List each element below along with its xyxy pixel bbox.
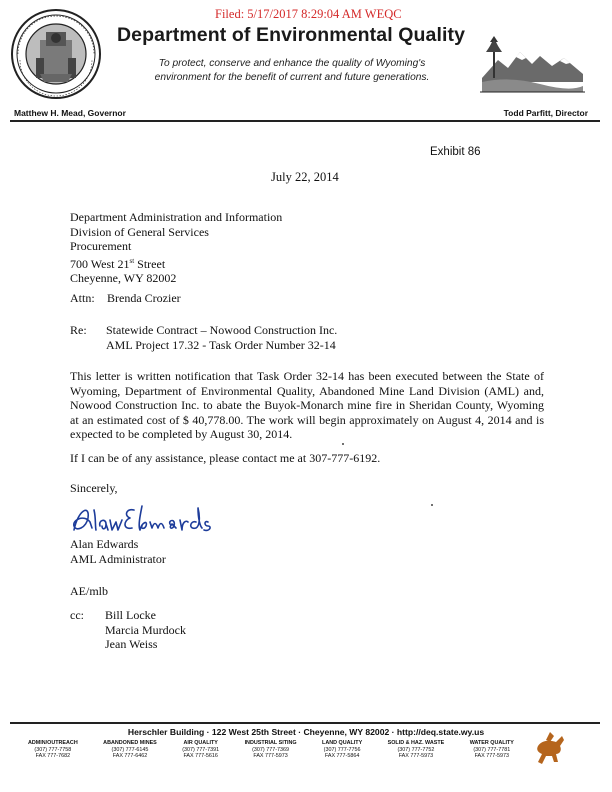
cc-label: cc:: [70, 608, 84, 622]
division-fax: FAX 777-5973: [474, 753, 510, 760]
subject-lines: [106, 323, 337, 352]
signer-name: Alan Edwards: [70, 537, 139, 551]
state-seal: [10, 8, 102, 100]
attn-label: Attn:: [70, 291, 95, 305]
filing-stamp: Filed: 5/17/2017 8:29:04 AM WEQC: [215, 7, 402, 21]
address-city: Cheyenne, WY 82002: [70, 271, 177, 286]
mission-line-1: To protect, conserve and enhance the quality of Wyoming's: [158, 58, 426, 69]
division-contact: [182, 740, 219, 760]
division-name: ABANDONED MINES: [103, 740, 157, 746]
footer-divider: [10, 722, 600, 724]
attn-name: Brenda Crozier: [107, 291, 181, 305]
division-phone: (307) 777-7752: [397, 746, 435, 753]
street-number: 700 West 21: [70, 256, 130, 271]
division-fax: FAX 777-5616: [183, 753, 218, 760]
street-suffix: st: [129, 256, 135, 265]
division-contact: [388, 740, 445, 760]
division-name: SOLID & HAZ. WASTE: [387, 740, 445, 746]
director-name: Todd Parfitt, Director: [503, 108, 588, 118]
signer-block: [70, 537, 166, 566]
body-paragraph-1: This letter is written notification that Task Order 32-14 has been executed between the State of Wyoming, Department of Environmental Quality, Abandoned Mine Land Division (AML) and, Nowood Construction Inc. to abate the Buyok-Monarch mine fire in Sheridan County, Wyoming at an estimated cost of $ 40,778.00. The work will begin approximately on August 4, 2014 and is expected to be completed by August 30, 2014.: [70, 369, 544, 442]
department-title: Department of Environmental Quality: [117, 24, 466, 46]
street-name: Street: [134, 256, 166, 271]
governor-name: Matthew H. Mead, Governor: [14, 108, 126, 118]
division-fax: FAX 777-6462: [112, 753, 148, 760]
division-contact: [322, 740, 362, 760]
division-name: AIR QUALITY: [183, 740, 218, 746]
division-phone: (307) 777-7758: [34, 746, 72, 753]
address-line-2: Division of General Services: [70, 224, 209, 239]
division-fax: FAX 777-7682: [35, 753, 71, 760]
body-paragraph-2: If I can be of any assistance, please contact me at 307-777-6192.: [70, 451, 381, 465]
letter-date: July 22, 2014: [271, 170, 339, 184]
header-divider: [10, 120, 600, 122]
address-line-3: Procurement: [70, 239, 132, 254]
recipient-address: [70, 210, 282, 286]
division-phone: (307) 777-6145: [111, 746, 149, 753]
subject-line-1: Statewide Contract – Nowood Construction Inc.: [106, 323, 338, 337]
cc-list: [105, 608, 186, 652]
subject-line-2: AML Project 17.32 - Task Order Number 32-14: [106, 337, 336, 352]
division-name: WATER QUALITY: [469, 740, 514, 746]
division-contact: [470, 740, 514, 760]
mission-statement: [117, 57, 467, 85]
cc-name: Marcia Murdock: [105, 622, 186, 637]
cc-name: Jean Weiss: [105, 637, 158, 652]
footer-divisions: [28, 740, 514, 760]
division-name: LAND QUALITY: [322, 740, 363, 746]
closing: Sincerely,: [70, 481, 118, 495]
division-fax: FAX 777-5973: [398, 753, 434, 760]
re-label: Re:: [70, 323, 87, 337]
typist-initials: AE/mlb: [70, 584, 108, 598]
division-contact: [28, 740, 78, 760]
division-phone: (307) 777-7369: [252, 746, 289, 753]
exhibit-label: Exhibit 86: [430, 146, 481, 158]
scan-speck: [342, 443, 344, 445]
division-name: ADMIN/OUTREACH: [28, 740, 78, 746]
scan-speck: [431, 504, 433, 506]
division-fax: FAX 777-5864: [324, 753, 360, 760]
division-name: INDUSTRIAL SITING: [244, 740, 297, 746]
bucking-horse-logo: [532, 728, 568, 768]
mission-line-2: environment for the benefit of current and future generations.: [154, 72, 430, 83]
division-contact: [245, 740, 297, 760]
division-phone: (307) 777-7781: [473, 746, 511, 753]
deq-landscape-logo: [480, 30, 585, 100]
handwritten-signature: [68, 500, 218, 538]
address-street: [70, 254, 282, 272]
division-phone: (307) 777-7756: [323, 746, 361, 753]
cc-name: Bill Locke: [105, 608, 156, 622]
signer-title: AML Administrator: [70, 551, 166, 566]
division-phone: (307) 777-7391: [182, 746, 220, 753]
attention-line: [70, 291, 181, 306]
address-line-1: Department Administration and Information: [70, 210, 283, 224]
division-contact: [103, 740, 157, 760]
footer-address: Herschler Building · 122 West 25th Street · Cheyenne, WY 82002 · http://deq.state.wy.us: [127, 727, 485, 737]
division-fax: FAX 777-5973: [253, 753, 288, 760]
